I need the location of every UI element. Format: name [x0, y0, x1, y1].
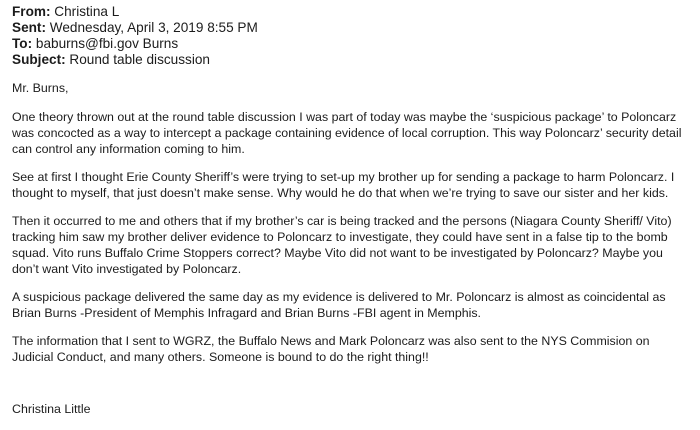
- body-paragraph-5: The information that I sent to WGRZ, the Buffalo News and Mark Poloncarz was also sent to the NYS Commision on Judicial Conduct, and many others. Someone is bound to do the right thing!!: [12, 334, 650, 364]
- to-value: baburns@fbi.gov Burns: [35, 36, 179, 51]
- sent-value: Wednesday, April 3, 2019 8:55 PM: [49, 20, 258, 35]
- email-header: [12, 4, 690, 68]
- body-paragraph-4: A suspicious package delivered the same day as my evidence is delivered to Mr. Poloncarz is almost as coincidental as Brian Burns -President of Memphis Infragard and Brian Burns -FBI agent in Memphis.: [12, 290, 666, 320]
- from-label: From:: [12, 4, 51, 19]
- to-line: [12, 36, 690, 52]
- subject-label: Subject:: [12, 52, 66, 67]
- from-line: [12, 4, 690, 20]
- email-body: [12, 80, 690, 417]
- to-label: To:: [12, 36, 33, 51]
- subject-value: Round table discussion: [69, 52, 210, 67]
- body-paragraph-2: See at first I thought Erie County Sheriff’s were trying to set-up my brother up for sending a package to harm Poloncarz. I thought to myself, that just doesn’t make sense. Why would he do that when we’re trying to save our sister and her kids.: [12, 170, 675, 200]
- from-value: Christina L: [54, 4, 120, 19]
- sent-line: [12, 20, 690, 36]
- body-paragraph-3: Then it occurred to me and others that if my brother’s car is being tracked and the persons (Niagara County Sheriff/ Vito) tracking him saw my brother deliver evidence to Poloncarz to investigate, they could have sent in a false tip to the bomb squad. Vito runs Buffalo Crime Stoppers correct? Maybe Vito did not want to be investigated by Poloncarz? Maybe you don’t want Vito investigated by Poloncarz.: [12, 214, 672, 276]
- sent-label: Sent:: [12, 20, 46, 35]
- signature: Christina Little: [12, 402, 91, 416]
- body-paragraph-1: One theory thrown out at the round table discussion I was part of today was maybe the ‘suspicious package’ to Poloncarz was concocted as a way to intercept a package containing evidence of local corruption. This way Poloncarz’ security detail can control any information coming to him.: [12, 110, 682, 156]
- subject-line: [12, 52, 690, 68]
- greeting: Mr. Burns,: [12, 81, 69, 95]
